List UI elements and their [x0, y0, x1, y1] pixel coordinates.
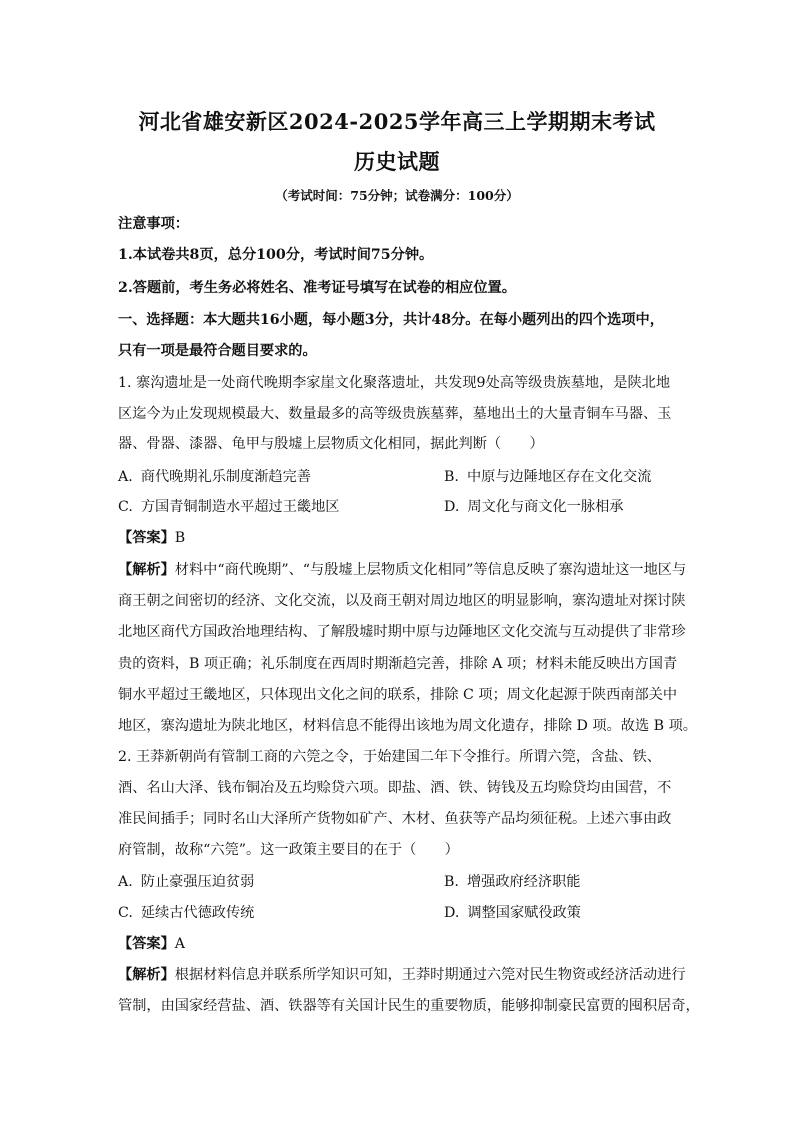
answer-value: A — [174, 936, 186, 952]
analysis-line: 地区，寨沟遗址为陕北地区，材料信息不能得出该地为周文化遗存，排除 D 项。故选 B 项。 — [118, 718, 697, 734]
analysis-tag: 【解析】 — [118, 967, 175, 983]
section-instruction: 只有一项是最符合题目要求的。 — [118, 343, 317, 359]
question-stem-line: 准民间插手；同时名山大泽所产货物如矿产、木材、鱼获等产品均须征税。上述六事由政 — [118, 811, 672, 827]
answer-tag: 【答案】 — [118, 530, 175, 546]
option-d — [444, 903, 581, 923]
option-text: 方国青铜制造水平超过王畿地区 — [140, 499, 340, 515]
analysis-text: 根据材料信息并联系所学知识可知，王莽时期通过六筦对民生物资或经济活动进行 — [174, 967, 686, 983]
option-d — [444, 497, 623, 517]
option-a — [118, 872, 254, 892]
option-c — [118, 903, 254, 923]
section-instruction: 一、选择题：本大题共16小题，每小题3分，共计48分。在每小题列出的四个选项中， — [118, 312, 664, 328]
answer-value: B — [174, 530, 186, 546]
analysis-line: 管制，由国家经营盐、酒、铁器等有关国计民生的重要物质，能够抑制豪民富贾的囤积居奇， — [118, 998, 700, 1014]
option-text: 防止豪强压迫贫弱 — [140, 874, 255, 890]
option-letter: B. — [444, 874, 459, 890]
analysis-line: 铜水平超过王畿地区，只体现出文化之间的联系，排除 C 项；周文化起源于陕西南部关中 — [118, 687, 678, 703]
question-stem-line: 府管制，故称“六筦”。这一政策主要目的在于（ ） — [118, 842, 459, 858]
option-text: 调整国家赋役政策 — [467, 905, 581, 921]
question-stem-line: 器、骨器、漆器、龟甲与殷墟上层物质文化相同，据此判断（ ） — [118, 436, 544, 452]
option-letter: B. — [444, 469, 459, 485]
analysis-line: 贵的资料，B 项正确；礼乐制度在西周时期渐趋完善，排除 A 项；材料未能反映出方国青 — [118, 656, 678, 672]
option-b — [444, 872, 580, 892]
analysis-line — [118, 560, 688, 580]
option-text: 延续古代德政传统 — [140, 905, 255, 921]
option-letter: C. — [118, 499, 133, 515]
option-letter: A. — [118, 874, 133, 890]
question-stem-line: 区迄今为止发现规模最大、数量最多的高等级贵族墓葬，墓地出土的大量青铜车马器、玉 — [118, 406, 672, 422]
option-text: 周文化与商文化一脉相承 — [467, 499, 624, 515]
exam-info: （考试时间：75分钟；试卷满分：100分） — [275, 188, 519, 203]
question-stem-line: 1. 寨沟遗址是一处商代晚期李家崖文化聚落遗址，共发现9处高等级贵族墓地，是陕北地 — [118, 375, 671, 391]
option-a — [118, 467, 311, 487]
option-text: 增强政府经济职能 — [466, 874, 581, 890]
option-letter: D. — [444, 499, 460, 515]
analysis-tag: 【解析】 — [118, 562, 175, 578]
question-stem-line: 2. 王莽新朝尚有管制工商的六筦之令，于始建国二年下令推行。所谓六筦，含盐、铁、 — [118, 749, 661, 765]
answer-line — [118, 934, 688, 954]
option-letter: A. — [118, 469, 133, 485]
exam-title: 河北省雄安新区2024-2025学年高三上学期期末考试 — [138, 109, 656, 134]
analysis-line: 北地区商代方国政治地理结构、了解殷墟时期中原与边陲地区文化交流与互动提供了非常珍 — [118, 624, 686, 640]
option-text: 中原与边陲地区存在文化交流 — [466, 469, 652, 485]
notes-item: 1.本试卷共8页，总分100分，考试时间75分钟。 — [118, 247, 434, 263]
analysis-text: 材料中“商代晚期”、“与殷墟上层物质文化相同”等信息反映了寨沟遗址这一地区与 — [174, 562, 687, 578]
answer-tag: 【答案】 — [118, 936, 175, 952]
notes-heading: 注意事项： — [118, 216, 189, 232]
option-letter: D. — [444, 905, 460, 921]
option-letter: C. — [118, 905, 133, 921]
option-b — [444, 467, 651, 487]
notes-item: 2.答题前，考生务必将姓名、准考证号填写在试卷的相应位置。 — [118, 280, 516, 296]
option-c — [118, 497, 340, 517]
analysis-line: 商王朝之间密切的经济、文化交流，以及商王朝对周边地区的明显影响，寨沟遗址对探讨陕 — [118, 593, 686, 609]
subject-title: 历史试题 — [354, 149, 440, 174]
option-text: 商代晚期礼乐制度渐趋完善 — [140, 469, 312, 485]
answer-line — [118, 528, 688, 548]
analysis-line — [118, 965, 688, 985]
question-stem-line: 酒、名山大泽、钱布铜冶及五均赊贷六项。即盐、酒、铁、铸钱及五均赊贷均由国营，不 — [118, 780, 672, 796]
